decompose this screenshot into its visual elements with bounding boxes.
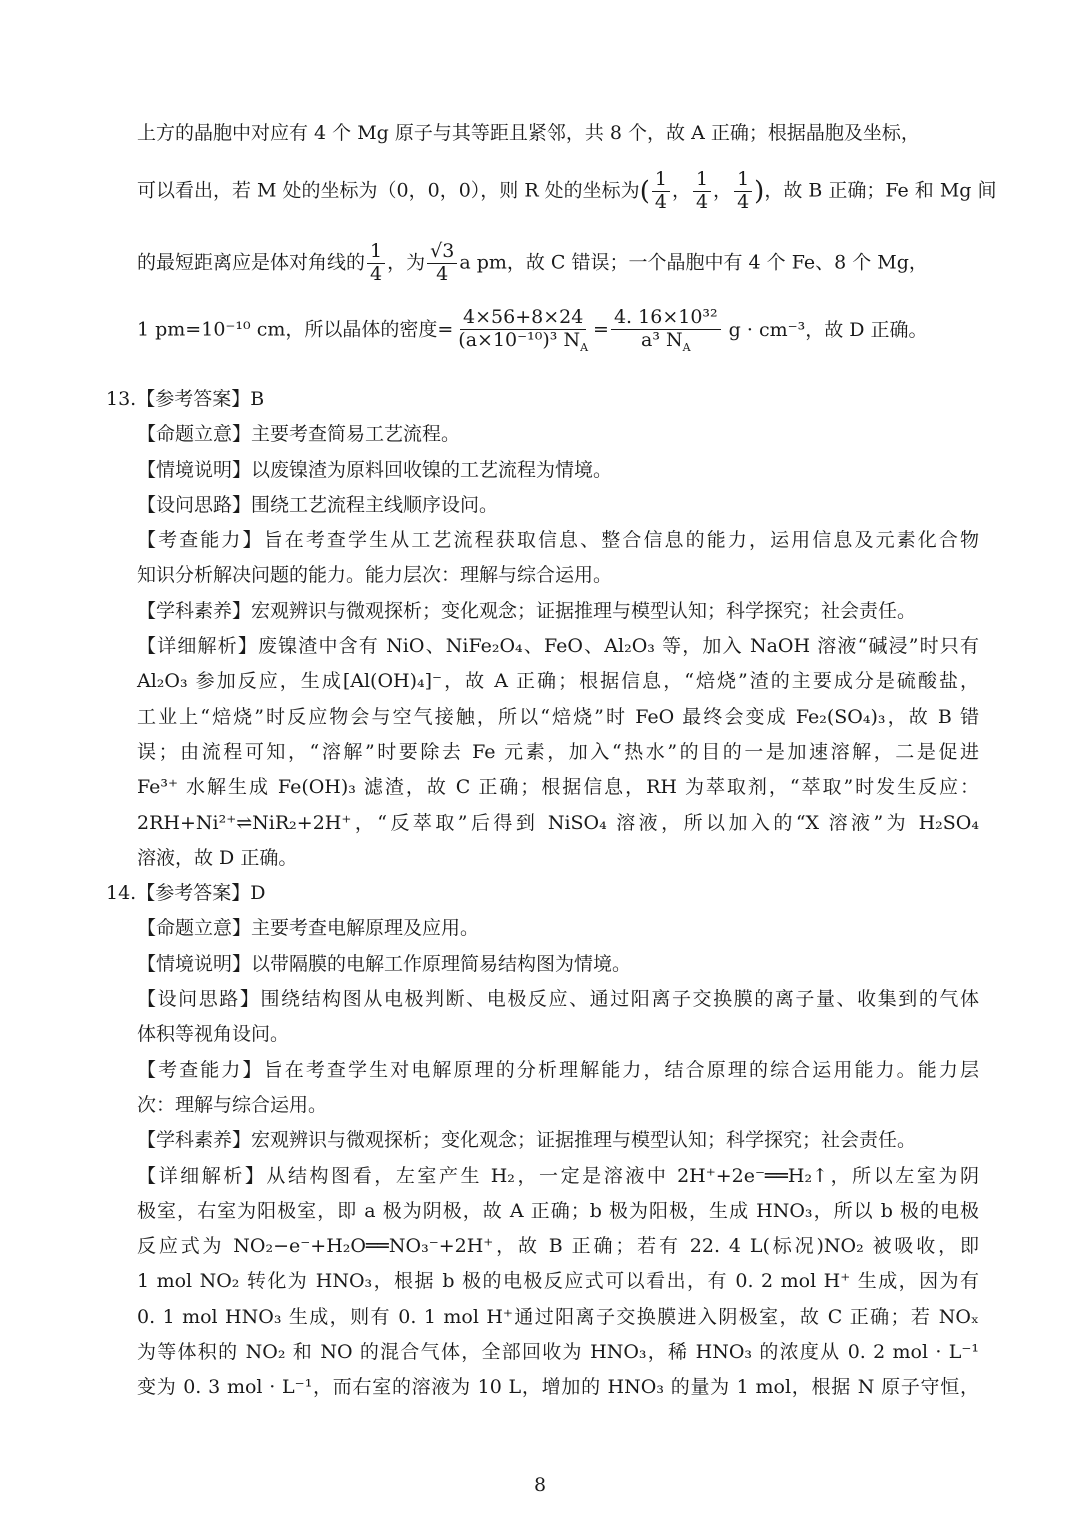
page-number: 8 <box>533 1474 547 1496</box>
text-line: 【学科素养】宏观辨识与微观探析；变化观念；证据推理与模型认知；科学探究；社会责任。 <box>137 599 917 622</box>
text-line: 的最短距离应是体对角线的 $\frac{1}{4}$ ，为 $\frac{√3}{4}$ a pm，故 C 错误；一个晶胞中有 4 个 Fe、8 个 Mg， <box>137 240 928 285</box>
text-line: 可以看出，若 M 处的坐标为（0，0，0），则 R 处的坐标为( $\frac{1}{4}$ ， $\frac{1}{4}$ ， $\frac{1}{4}$ )，故 B 正确；Fe 和 Mg 间 <box>137 168 997 213</box>
text-line: 误；由流程可知，“溶解”时要除去 Fe 元素，加入“热水”的目的一是加速溶解，二是促进 <box>137 740 979 763</box>
fraction: $\frac{1}{4}$ <box>693 170 711 213</box>
text-line: 工业上“焙烧”时反应物会与空气接触，所以“焙烧”时 FeO 最终会变成 Fe₂(SO₄)₃，故 B 错 <box>137 705 979 728</box>
text-line: 【设问思路】围绕工艺流程主线顺序设问。 <box>137 493 499 516</box>
fraction: $\frac{1}{4}$ <box>652 170 670 213</box>
text-line: 次：理解与综合运用。 <box>137 1093 328 1116</box>
density-fraction: $\frac{4\times 56+8\times 24}{(a\times 10^{-10})^3 N_A}$ <box>458 306 589 354</box>
text-line: 变为 0. 3 mol · L⁻¹，而右室的溶液为 10 L，增加的 HNO₃ 的量为 1 mol，根据 N 原子守恒， <box>137 1376 979 1399</box>
text-line: 为等体积的 NO₂ 和 NO 的混合气体，全部回收为 HNO₃，稀 HNO₃ 的浓度从 0. 2 mol · L⁻¹ <box>137 1341 979 1364</box>
text-line: 体积等视角设问。 <box>137 1023 290 1046</box>
text-line: 【学科素养】宏观辨识与微观探析；变化观念；证据推理与模型认知；科学探究；社会责任。 <box>137 1129 917 1152</box>
text-line: 【考查能力】旨在考查学生从工艺流程获取信息、整合信息的能力，运用信息及元素化合物 <box>137 529 979 552</box>
text-line: 【命题立意】主要考查电解原理及应用。 <box>137 917 480 940</box>
text-line: 极室，右室为阳极室，即 a 极为阴极，故 A 正确；b 极为阳极，生成 HNO₃，所以 b 极的电极 <box>137 1199 979 1222</box>
density-result-fraction: $\frac{\text{4. 16×10³²}}{a^3 N_A}$ <box>611 308 721 353</box>
text-line: Al₂O₃ 参加反应，生成[Al(OH)₄]⁻，故 A 正确；根据信息，“焙烧”渣的主要成分是硫酸盐， <box>137 670 979 693</box>
text-line: 【考查能力】旨在考查学生对电解原理的分析理解能力，结合原理的综合运用能力。能力层 <box>137 1058 979 1081</box>
text-line: 上方的晶胞中对应有 4 个 Mg 原子与其等距且紧邻，共 8 个，故 A 正确；根据晶胞及坐标， <box>137 122 920 144</box>
text-line: 反应式为 NO₂−e⁻+H₂O══NO₃⁻+2H⁺，故 B 正确；若有 22. 4 L(标况)NO₂ 被吸收，即 <box>137 1235 979 1258</box>
text-line: 1 pm=10⁻¹⁰ cm，所以晶体的密度= $\frac{4\times 56+8\times 24}{(a\times 10^{-10})^3 N_A}$ = $\frac{\text{4. 16×10³²}}{a^3 N_A}$ g · cm⁻³，故 D 正确。 <box>137 306 928 354</box>
answer-heading-13: 13.【参考答案】B <box>106 388 265 410</box>
text-line: 【情境说明】以带隔膜的电解工作原理简易结构图为情境。 <box>137 952 632 975</box>
text-line: 0. 1 mol HNO₃ 生成，则有 0. 1 mol H⁺通过阳离子交换膜进入阴极室，故 C 正确；若 NOₓ <box>137 1305 979 1328</box>
text-line: 1 mol NO₂ 转化为 HNO₃，根据 b 极的电极反应式可以看出，有 0. 2 mol H⁺ 生成，因为有 <box>137 1270 979 1293</box>
text-line: 【命题立意】主要考查简易工艺流程。 <box>137 423 461 446</box>
page-body <box>106 112 997 1406</box>
text-line: 2RH+Ni²⁺⇌NiR₂+2H⁺，“反萃取”后得到 NiSO₄ 溶液，所以加入的“X 溶液”为 H₂SO₄ <box>137 811 979 834</box>
text-line: 【详细解析】废镍渣中含有 NiO、NiFe₂O₄、FeO、Al₂O₃ 等，加入 NaOH 溶液“碱浸”时只有 <box>137 635 979 658</box>
text-line: Fe³⁺ 水解生成 Fe(OH)₃ 滤渣，故 C 正确；根据信息，RH 为萃取剂，“萃取”时发生反应： <box>137 776 979 799</box>
continued-solution <box>137 112 997 382</box>
text-line: 知识分析解决问题的能力。能力层次：理解与综合运用。 <box>137 564 613 587</box>
fraction: $\frac{1}{4}$ <box>367 242 385 285</box>
text-line: 【设问思路】围绕结构图从电极判断、电极反应、通过阳离子交换膜的离子量、收集到的气体 <box>137 988 979 1011</box>
text-line: 【情境说明】以废镍渣为原料回收镍的工艺流程为情境。 <box>137 458 613 481</box>
answer-heading-14: 14.【参考答案】D <box>106 882 266 905</box>
text-line: 溶液，故 D 正确。 <box>137 846 298 869</box>
fraction: $\frac{1}{4}$ <box>734 170 752 213</box>
sqrt-fraction: $\frac{√3}{4}$ <box>427 242 457 285</box>
text-line: 【详细解析】从结构图看，左室产生 H₂，一定是溶液中 2H⁺+2e⁻══H₂↑，所以左室为阴 <box>137 1164 979 1187</box>
